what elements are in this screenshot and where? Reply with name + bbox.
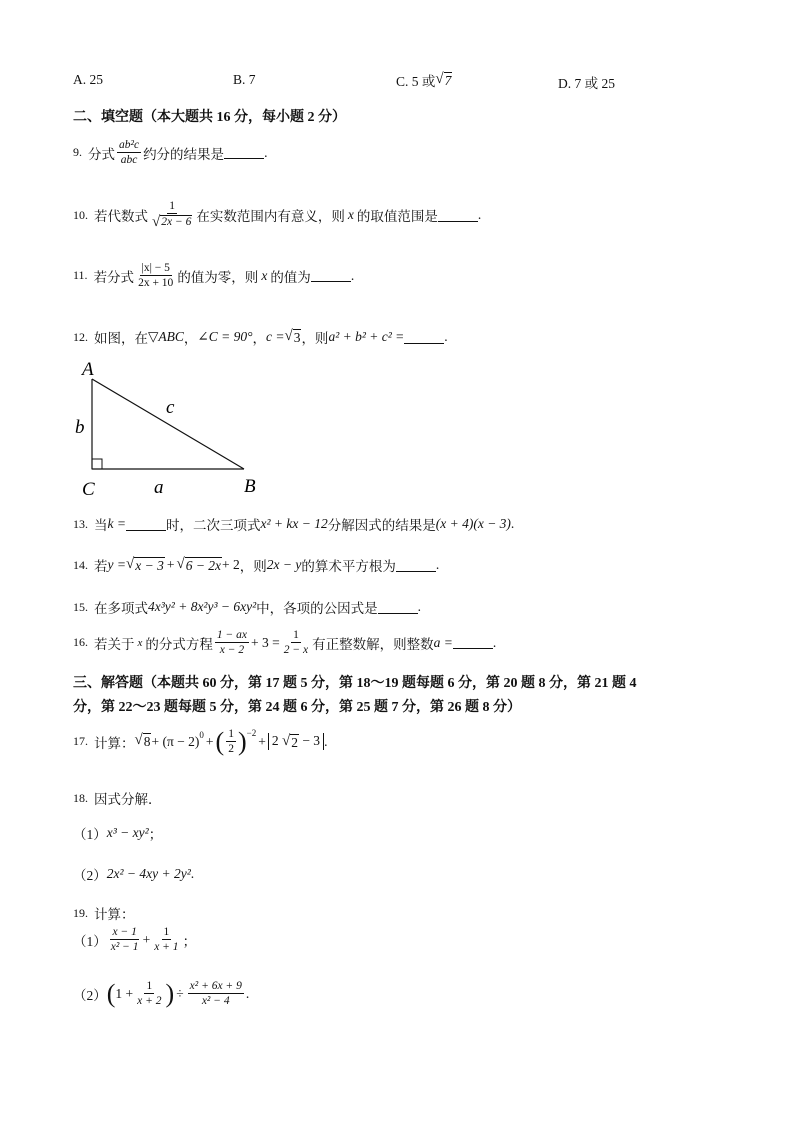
- q17-half-num: 1: [226, 728, 236, 742]
- label-a: a: [154, 477, 164, 498]
- q19-number: 19.: [73, 905, 88, 920]
- q12-sep2: ，: [252, 331, 266, 346]
- q13-poly: x² + kx − 12: [260, 516, 328, 531]
- q19-p1-end: ；: [182, 933, 197, 949]
- q14-y-eq: y =: [107, 557, 126, 572]
- q16-post2: 有正整数解，则整数: [312, 636, 434, 652]
- q15-end: .: [417, 599, 422, 614]
- q12-triangle: ▽ABC: [148, 329, 184, 344]
- q10-frac-den: 2x − 6: [161, 216, 192, 229]
- q16-answer-blank[interactable]: [453, 636, 493, 649]
- q19-p2-f2-num: x² + 6x + 9: [188, 980, 244, 994]
- q12-answer-blank[interactable]: [404, 331, 444, 344]
- q10-answer-blank[interactable]: [438, 209, 478, 222]
- question-10: [73, 200, 481, 230]
- q10-number: 10.: [73, 207, 88, 222]
- q11-number: 11.: [73, 268, 88, 283]
- label-b: b: [75, 417, 85, 438]
- q10-post: 在实数范围内有意义，则: [196, 209, 345, 225]
- q15-poly: 4x³y² + 8x²y³ − 6xy²: [148, 599, 257, 614]
- q18-title: 因式分解．: [94, 792, 162, 807]
- section3-heading-line1: 三、解答题（本题共 60 分，第 17 题 5 分，第 18～19 题每题 6 分，第 20 题 8 分，第 21 题 4: [73, 676, 637, 691]
- q12-expr: a² + b² + c² =: [328, 329, 405, 344]
- q19-p2-lparen: (: [106, 978, 116, 1008]
- section3-heading-line2: 分，第 22～23 题每题 5 分，第 24 题 6 分，第 25 题 7 分，第 26 题 8 分）: [73, 700, 521, 715]
- label-A: A: [82, 359, 94, 380]
- q9-end: .: [264, 144, 268, 160]
- q15-number: 15.: [73, 599, 88, 614]
- q19-title: 计算：: [94, 907, 135, 922]
- q19-p2-f1-num: 1: [144, 980, 154, 994]
- q10-end: .: [477, 207, 482, 223]
- q14-number: 14.: [73, 557, 88, 572]
- q14-expr: 2x − y: [266, 557, 302, 572]
- q13-post: 时，二次三项式: [165, 518, 261, 533]
- q16-a-eq: a =: [433, 634, 453, 650]
- q13-post2: 分解因式的结果是: [327, 518, 436, 533]
- q10-pre: 若代数式: [94, 209, 148, 225]
- q17-number: 17.: [73, 734, 88, 749]
- q17-abs-rad: 2: [291, 734, 298, 750]
- q9-answer-blank[interactable]: [224, 146, 264, 159]
- q18-p2-label: （2）: [73, 868, 107, 883]
- q12-c-rad: 3: [293, 329, 301, 345]
- q18-p1-expr: x³ − xy²: [106, 825, 149, 840]
- q12-pre: 如图，在: [94, 331, 148, 346]
- q19-p2-rparen: ): [165, 978, 175, 1008]
- q19-p2-label: （2）: [73, 987, 107, 1003]
- q18-p2-expr: 2x² − 4xy + 2y²: [106, 866, 191, 881]
- triangle-figure: [70, 355, 280, 505]
- question-18: [73, 788, 162, 808]
- q19-p1-f2-den: x + 1: [154, 941, 179, 954]
- q18-p1-end: ；: [148, 827, 163, 842]
- q19-p1-fraction1: [109, 926, 141, 953]
- q14-plus: +: [166, 557, 175, 572]
- option-d: D. 7 或 25: [558, 76, 615, 91]
- q17-pre: 计算：: [94, 735, 135, 751]
- q13-var: k =: [107, 516, 126, 531]
- q12-number: 12.: [73, 329, 88, 344]
- q16-f1-num: 1 − ax: [215, 629, 249, 643]
- option-c-text: C. 5 或: [396, 74, 436, 89]
- q9-frac-num: ab²c: [117, 139, 141, 153]
- q11-post: 的值为零，则: [177, 269, 259, 285]
- q13-result: (x + 4)(x − 3): [435, 516, 511, 531]
- q15-post: 中，各项的公因式是: [256, 601, 378, 616]
- question-19-part-1: [73, 926, 196, 953]
- q16-end: .: [492, 634, 497, 650]
- q17-rad: 8: [143, 734, 151, 750]
- q17-exp0: 0: [199, 730, 204, 740]
- question-9: [73, 139, 267, 166]
- q17-abs: 2 √ 2 − 3: [268, 733, 324, 751]
- q16-plus3: + 3 =: [251, 634, 280, 650]
- question-18-part-2: [73, 864, 194, 884]
- q19-p1-f2-num: 1: [162, 926, 172, 940]
- question-18-part-1: [73, 823, 162, 843]
- q18-number: 18.: [73, 790, 88, 805]
- q9-post: 约分的结果是: [143, 146, 225, 162]
- q19-p2-fraction1: [135, 980, 163, 1007]
- q19-p1-label: （1）: [73, 933, 107, 949]
- option-a: A. 25: [73, 72, 103, 87]
- q19-p2-f1-den: x + 2: [137, 995, 162, 1008]
- q10-fraction: 1 √ 2x − 6: [152, 200, 192, 231]
- q11-pre: 若分式: [93, 269, 135, 285]
- q13-answer-blank[interactable]: [126, 518, 166, 531]
- label-B: B: [244, 476, 256, 497]
- q19-p1-fraction2: [152, 926, 180, 953]
- question-12: 12. 如图，在 ▽ABC ， ∠C = 90° ， c = √ 3 ，则 a² + b² + c² = .: [73, 327, 448, 346]
- q14-pre: 若: [94, 559, 108, 574]
- q17-lparen: (: [215, 726, 225, 756]
- q14-rad1: x − 3: [135, 557, 164, 573]
- q13-pre: 当: [94, 518, 108, 533]
- q17-p2: +: [205, 733, 214, 749]
- q19-p2-end: .: [245, 985, 250, 1001]
- q12-post: ，则: [301, 331, 329, 346]
- q16-fraction1: [215, 629, 249, 656]
- q11-post2: 的值为: [270, 269, 311, 285]
- q19-p1-f1-num: x − 1: [110, 926, 138, 940]
- q11-var: x: [261, 267, 268, 283]
- q9-fraction: [117, 139, 141, 166]
- question-17: 17. 计算： √ 8 + (π − 2) $^0$ + ( $\frac{1}{2}$ ) $^{-2}$ + 2 √ 2 − 3 .: [73, 726, 328, 756]
- q16-number: 16.: [73, 635, 88, 650]
- question-19-part-2: [73, 980, 249, 1007]
- option-b: B. 7: [233, 72, 256, 87]
- q15-answer-blank[interactable]: [378, 601, 418, 614]
- q16-fraction2: [282, 629, 310, 656]
- q19-p1-plus: +: [142, 931, 151, 947]
- q12-sep: ，: [183, 331, 198, 346]
- question-16: [73, 629, 496, 656]
- label-c: c: [166, 397, 175, 418]
- q17-rparen: ): [237, 726, 247, 756]
- label-C: C: [82, 479, 95, 500]
- q10-post2: 的取值范围是: [356, 209, 438, 225]
- q19-p2-div: ÷: [176, 985, 184, 1001]
- q17-p3: +: [258, 733, 266, 749]
- q9-pre: 分式: [88, 146, 115, 162]
- q11-end: .: [350, 267, 355, 283]
- q9-frac-den: abc: [120, 154, 138, 167]
- q14-rad2: 6 − 2x: [185, 557, 222, 573]
- q19-p1-f1-den: x² − 1: [110, 941, 139, 954]
- q13-end: .: [510, 516, 515, 531]
- q17-abs-post: − 3: [302, 732, 321, 748]
- q17-abs-pre: 2: [271, 732, 279, 748]
- q14-tail: + 2: [222, 557, 240, 572]
- q11-answer-blank[interactable]: [311, 269, 351, 282]
- q9-number: 9.: [73, 145, 82, 160]
- q13-number: 13.: [73, 516, 88, 531]
- q12-angle: ∠C = 90°: [197, 329, 253, 344]
- q17-half: [226, 728, 236, 755]
- question-13: [73, 514, 514, 534]
- q19-p2-fraction2: [188, 980, 244, 1007]
- q16-f2-den: 2 − x: [283, 644, 309, 657]
- q16-f1-den: x − 2: [219, 644, 245, 657]
- q11-frac-den: 2x + 10: [138, 277, 174, 290]
- question-14: 14. 若 y = √ x − 3 + √ 6 − 2x + 2 ，则 2x − y 的算术平方根为 .: [73, 555, 440, 574]
- q10-frac-num: 1: [167, 200, 177, 214]
- question-15: [73, 597, 421, 617]
- q14-post2: 的算术平方根为: [301, 559, 396, 574]
- right-angle-mark: [92, 459, 102, 469]
- section2-heading: 二、填空题（本大题共 16 分，每小题 2 分）: [73, 110, 346, 125]
- q17-p1: + (π − 2): [151, 733, 200, 749]
- q14-post: ，则: [239, 559, 267, 574]
- q17-half-den: 2: [228, 743, 234, 756]
- side-c: [92, 379, 244, 469]
- option-c-radicand: 7: [444, 72, 452, 88]
- q18-p2-end: .: [190, 866, 195, 881]
- q16-pre: 若关于: [94, 636, 135, 652]
- q14-end: .: [435, 557, 440, 572]
- q10-var: x: [347, 207, 354, 223]
- q11-frac-num: |x| − 5: [140, 262, 172, 276]
- q16-var: x: [137, 636, 143, 649]
- q16-f2-num: 1: [291, 629, 301, 643]
- q19-p2-f2-den: x² − 4: [201, 995, 230, 1008]
- q14-answer-blank[interactable]: [396, 559, 436, 572]
- q12-c-eq: c =: [265, 329, 285, 344]
- question-19: [73, 903, 135, 923]
- q17-exp2: −2: [246, 728, 257, 738]
- question-11: [73, 262, 354, 289]
- q16-post: 的分式方程: [145, 636, 213, 652]
- q19-p2-one: 1 +: [115, 985, 134, 1001]
- option-c: C. 5 或 √ 7: [396, 70, 452, 89]
- q17-end: .: [324, 733, 328, 749]
- q18-p1-label: （1）: [73, 827, 107, 842]
- q11-fraction: [136, 262, 175, 289]
- q12-end: .: [444, 329, 448, 344]
- q15-pre: 在多项式: [94, 601, 148, 616]
